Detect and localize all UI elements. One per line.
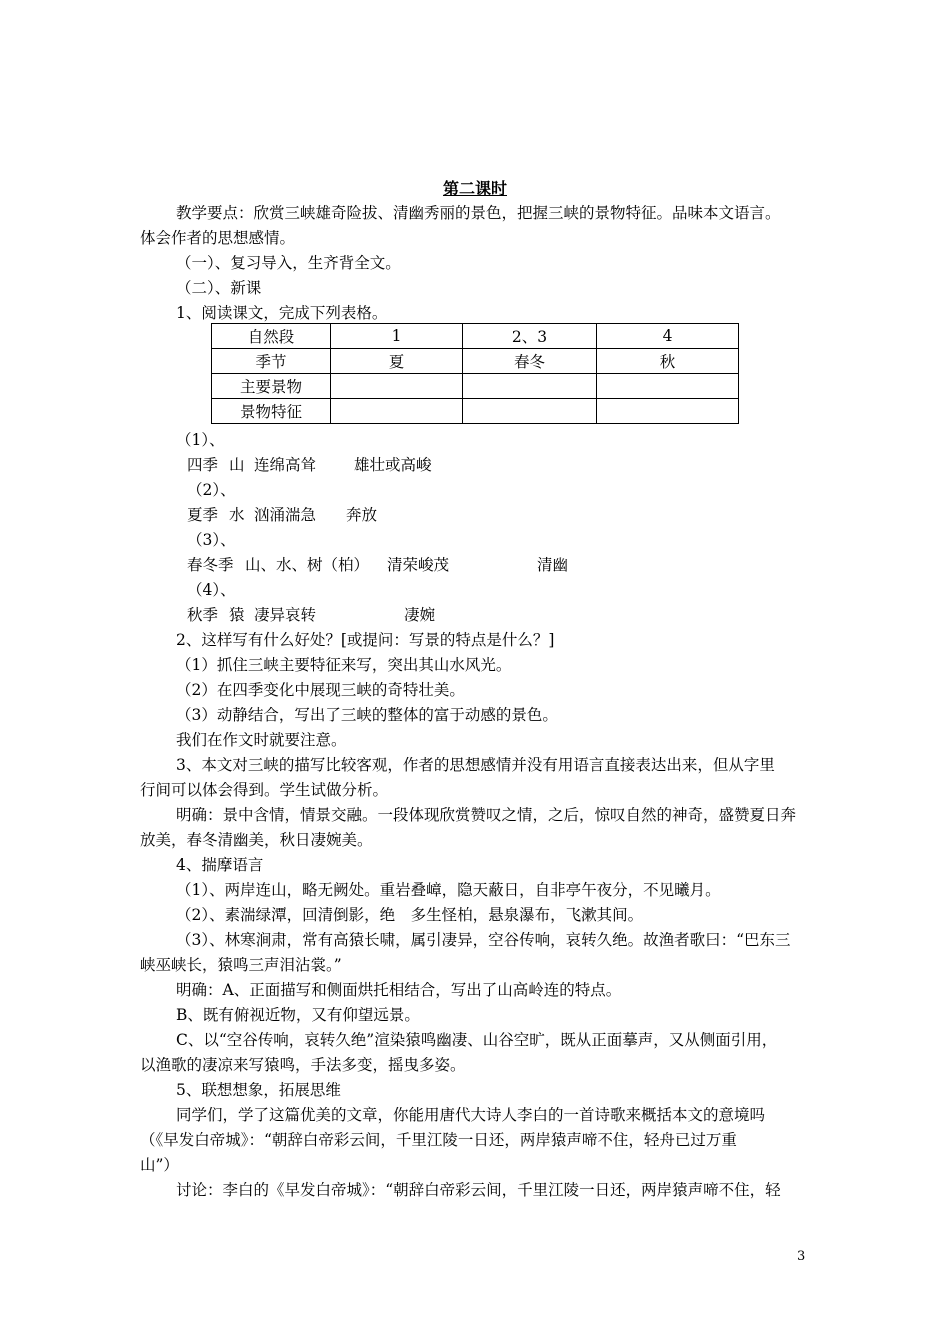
paragraph-teaching-points: 教学要点：欣赏三峡雄奇险拔、清幽秀丽的景色，把握三峡的景物特征。品味本文语言。 bbox=[176, 204, 781, 222]
paragraph-review: （一）、复习导入，生齐背全文。 bbox=[176, 254, 401, 272]
body-line: 我们在作文时就要注意。 bbox=[176, 731, 347, 749]
note-number: （1）、 bbox=[176, 431, 225, 449]
note-thing: 猿 bbox=[229, 606, 245, 624]
table-cell: 1 bbox=[331, 324, 463, 349]
table-cell bbox=[597, 374, 739, 399]
body-line: 明确：A、正面描写和侧面烘托相结合，写出了山高岭连的特点。 bbox=[176, 981, 622, 999]
note-trait: 清幽 bbox=[537, 556, 569, 574]
note-trait: 凄婉 bbox=[404, 606, 436, 624]
table-row bbox=[212, 349, 739, 374]
body-line: B、既有俯视近物，又有仰望远景。 bbox=[176, 1006, 420, 1024]
table-cell bbox=[331, 399, 463, 424]
table-cell: 秋 bbox=[597, 349, 739, 374]
table-cell: 季节 bbox=[212, 349, 331, 374]
page-title: 第二课时 bbox=[442, 179, 507, 198]
note-season: 春冬季 bbox=[187, 556, 234, 574]
body-line: （2）在四季变化中展现三峡的奇特壮美。 bbox=[176, 681, 465, 699]
table-cell: 春冬 bbox=[463, 349, 597, 374]
paragraph-new-lesson: （二）、新课 bbox=[176, 279, 262, 297]
note-thing: 山 bbox=[229, 456, 245, 474]
body-line: 5、联想想象，拓展思维 bbox=[176, 1081, 341, 1099]
table-row bbox=[212, 324, 739, 349]
body-line: 峡巫峡长，猿鸣三声泪沾裳。” bbox=[140, 956, 342, 974]
note-trait: 雄壮或高峻 bbox=[354, 456, 432, 474]
note-season: 秋季 bbox=[187, 606, 219, 624]
note-thing: 水 bbox=[229, 506, 245, 524]
table-cell: 4 bbox=[597, 324, 739, 349]
table-cell: 主要景物 bbox=[212, 374, 331, 399]
note-season: 四季 bbox=[187, 456, 219, 474]
note-description: 连绵高耸 bbox=[254, 456, 317, 474]
paragraph-teaching-points-cont: 体会作者的思想感情。 bbox=[140, 229, 296, 247]
table-cell: 夏 bbox=[331, 349, 463, 374]
body-line: 同学们，学了这篇优美的文章，你能用唐代大诗人李白的一首诗歌来概括本文的意境吗 bbox=[176, 1106, 766, 1124]
body-line: 3、本文对三峡的描写比较客观，作者的思想感情并没有用语言直接表达出来，但从字里 bbox=[176, 756, 775, 774]
body-line: C、以“空谷传响，哀转久绝”渲染猿鸣幽凄、山谷空旷，既从正面摹声，又从侧面引用， bbox=[176, 1031, 778, 1049]
body-line: 行间可以体会得到。学生试做分析。 bbox=[140, 781, 389, 799]
body-line: （《早发白帝城》：“朝辞白帝彩云间，千里江陵一日还，两岸猿声啼不住，轻舟已过万重 bbox=[140, 1131, 737, 1149]
table-row bbox=[212, 374, 739, 399]
body-line: 山”） bbox=[140, 1156, 179, 1174]
body-line: 明确：景中含情，情景交融。一段体现欣赏赞叹之情，之后，惊叹自然的神奇，盛赞夏日奔 bbox=[176, 806, 797, 824]
note-number: （4）、 bbox=[187, 581, 236, 599]
page-number: 3 bbox=[797, 1249, 806, 1264]
body-line: （3）动静结合，写出了三峡的整体的富于动感的景色。 bbox=[176, 706, 558, 724]
paragraph-task-1: 1、阅读课文，完成下列表格。 bbox=[176, 304, 388, 322]
table-cell: 2、3 bbox=[463, 324, 597, 349]
table-cell: 景物特征 bbox=[212, 399, 331, 424]
table-cell: 自然段 bbox=[212, 324, 331, 349]
table-cell bbox=[463, 374, 597, 399]
body-line: 4、揣摩语言 bbox=[176, 856, 264, 874]
body-line: 讨论：李白的《早发白帝城》：“朝辞白帝彩云间，千里江陵一日还，两岸猿声啼不住，轻 bbox=[176, 1181, 781, 1199]
note-number: （2）、 bbox=[187, 481, 236, 499]
note-trait: 奔放 bbox=[346, 506, 378, 524]
body-line: 以渔歌的凄凉来写猿鸣，手法多变，摇曳多姿。 bbox=[140, 1056, 466, 1074]
season-table bbox=[211, 323, 739, 424]
note-description: 汹涌湍急 bbox=[254, 506, 317, 524]
note-thing: 山、水、树（柏） bbox=[245, 556, 370, 574]
table-cell bbox=[597, 399, 739, 424]
note-season: 夏季 bbox=[187, 506, 219, 524]
table-cell bbox=[463, 399, 597, 424]
note-number: （3）、 bbox=[187, 531, 236, 549]
table-cell bbox=[331, 374, 463, 399]
body-line: （1）、两岸连山，略无阙处。重岩叠嶂，隐天蔽日，自非亭午夜分，不见曦月。 bbox=[176, 881, 721, 899]
body-line: （3）、林寒涧肃，常有高猿长啸，属引凄异，空谷传响，哀转久绝。故渔者歌曰：“巴东三 bbox=[176, 931, 791, 949]
body-line: 2、这样写有什么好处？[或提问：写景的特点是什么？] bbox=[176, 631, 555, 649]
note-description: 清荣峻茂 bbox=[387, 556, 450, 574]
body-line: 放美，春冬清幽美，秋日凄婉美。 bbox=[140, 831, 373, 849]
note-description: 凄异哀转 bbox=[254, 606, 317, 624]
table-row bbox=[212, 399, 739, 424]
body-line: （1）抓住三峡主要特征来写，突出其山水风光。 bbox=[176, 656, 512, 674]
body-line: （2）、素湍绿潭，回清倒影，绝 多生怪柏，悬泉瀑布，飞漱其间。 bbox=[176, 906, 644, 924]
